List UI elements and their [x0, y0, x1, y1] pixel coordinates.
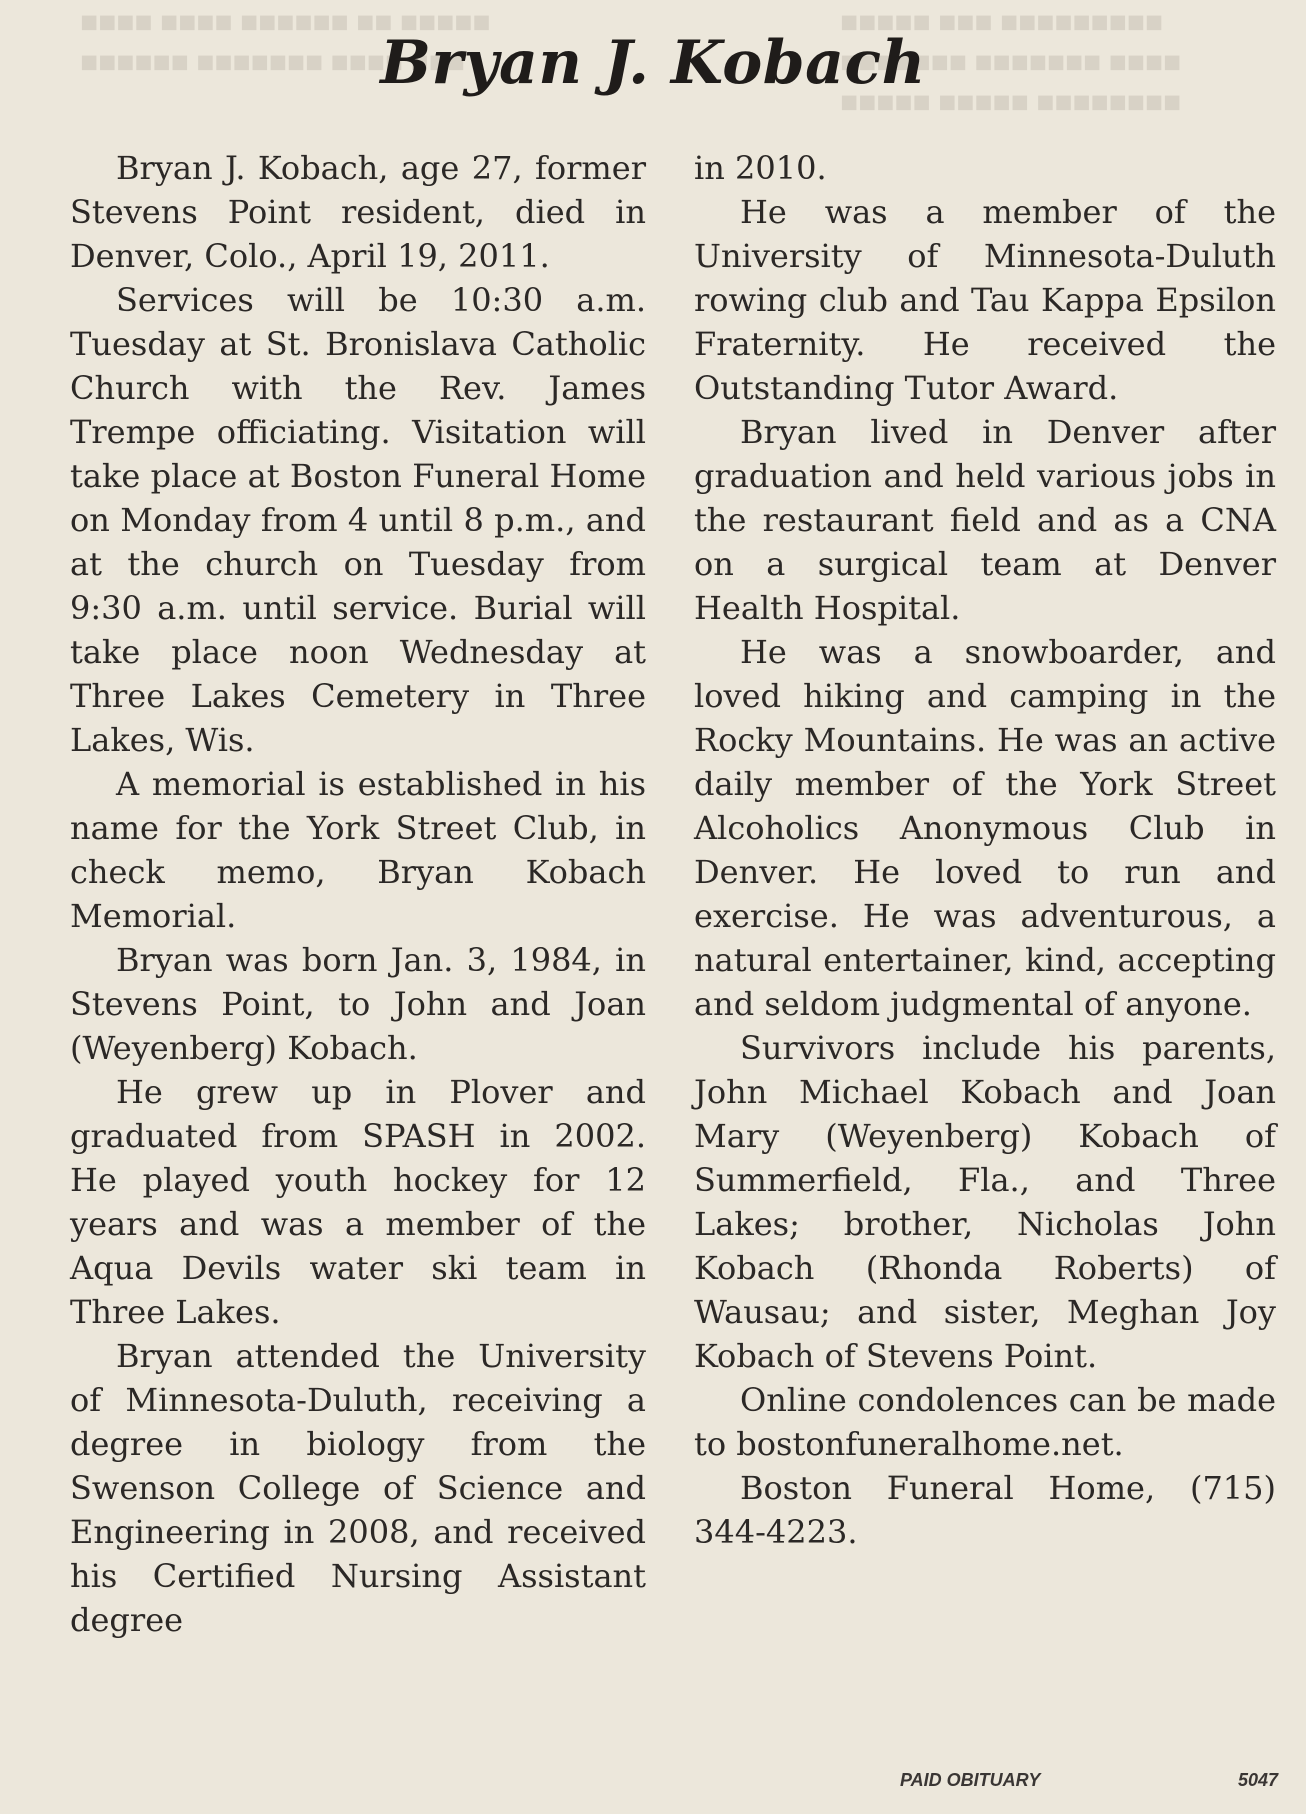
obituary-left-column: [70, 146, 646, 1642]
obituary-right-column: [694, 146, 1276, 1554]
obituary-paragraph: He was a snowboarder, and loved hiking and camping in the Rocky Mountains. He was an active daily member of the York Street Alcoholics Anonymous Club in Denver. He loved to run and exercise. He was adventurous, a natural entertainer, kind, accepting and seldom judgmental of anyone.: [694, 633, 1276, 1023]
obituary-paragraph: Bryan lived in Denver after graduation and held various jobs in the restaurant field and as a CNA on a surgical team at Denver Health Hospital.: [694, 413, 1276, 627]
obituary-paragraph: Boston Funeral Home, (715) 344-4223.: [694, 1469, 1276, 1551]
obituary-paragraph: Bryan attended the University of Minnesota-Duluth, receiving a degree in biology from the Swenson College of Science and Engineering in 2008, and received his Certified Nursing Assistant degree: [70, 1337, 646, 1639]
obituary-paragraph: He was a member of the University of Minnesota-Duluth rowing club and Tau Kappa Epsilon Fraternity. He received the Outstanding Tutor Award.: [694, 193, 1276, 407]
obituary-paragraph: Survivors include his parents, John Michael Kobach and Joan Mary (Weyenberg) Kobach of Summerfield, Fla., and Three Lakes; brother, Nicholas John Kobach (Rhonda Roberts) of Wausau; and sister, Meghan Joy Kobach of Stevens Point.: [694, 1029, 1276, 1375]
obituary-paragraph: Bryan J. Kobach, age 27, former Stevens Point resident, died in Denver, Colo., April 19, 2011.: [70, 149, 646, 275]
ad-code: 5047: [1238, 1770, 1279, 1790]
obituary-paragraph: Bryan was born Jan. 3, 1984, in Stevens Point, to John and Joan (Weyenberg) Kobach.: [70, 941, 646, 1067]
obituary-paragraph: Services will be 10:30 a.m. Tuesday at St. Bronislava Catholic Church with the Rev. James Trempe officiating. Visitation will take place at Boston Funeral Home on Monday from 4 until 8 p.m., and at the church on Tuesday from 9:30 a.m. until service. Burial will take place noon Wednesday at Three Lakes Cemetery in Three Lakes, Wis.: [70, 281, 646, 759]
obituary-headline: Bryan J. Kobach: [380, 28, 926, 98]
obituary-paragraph-continuation: in 2010.: [694, 149, 827, 187]
obituary-paragraph: Online condolences can be made to bostonfuneralhome.net.: [694, 1381, 1276, 1463]
paid-obituary-label: PAID OBITUARY: [900, 1770, 1041, 1790]
obituary-paragraph: He grew up in Plover and graduated from SPASH in 2002. He played youth hockey for 12 years and was a member of the Aqua Devils water ski team in Three Lakes.: [70, 1073, 646, 1331]
reverse-side-bleed-through: ■■■■ ■■■■ ■■■■■■ ■■ ■■■■■ ■■■■■■ ■■■■■■■ ■■■■ ■■■ ■■■■■ ■■■ ■■■■■■■■■ ■■■■■■■ ■■■■■■■ ■■■■ ■■■■■ ■■■■■ ■■■■■■■■: [80, 7, 1182, 120]
obituary-paragraph: A memorial is established in his name for the York Street Club, in check memo, Bryan Kobach Memorial.: [70, 765, 646, 935]
